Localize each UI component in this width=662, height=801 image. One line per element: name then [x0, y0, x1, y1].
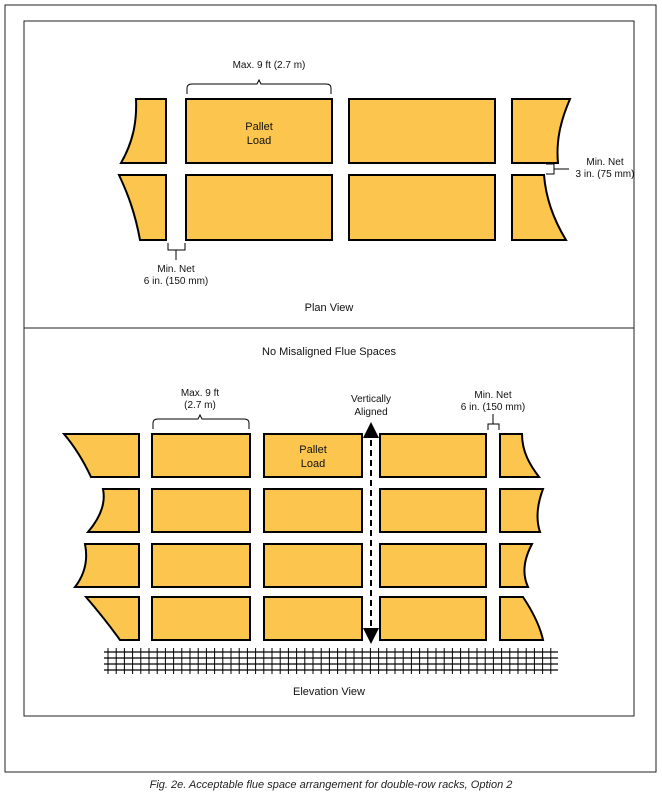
- elev-pallet-r2-c2: [264, 489, 362, 532]
- elev-span-line1: Max. 9 ft: [180, 388, 220, 399]
- elev-span-line2: (2.7 m): [184, 400, 216, 411]
- plan-partial-pallet-right-bottom: [512, 175, 566, 240]
- plan-flue-right-line2: 3 in. (75 mm): [575, 169, 635, 180]
- elev-flue-label: [453, 390, 533, 414]
- plan-flue-bottom-bracket: [168, 243, 185, 260]
- elev-partial-right-row1: [500, 434, 539, 477]
- elev-flue-bracket: [488, 414, 499, 430]
- plan-span-label: Max. 9 ft (2.7 m): [232, 60, 306, 71]
- elev-partial-right-row3: [500, 544, 532, 587]
- elev-pallet-r4-c1: [152, 597, 250, 640]
- plan-flue-bottom-line2: 6 in. (150 mm): [143, 276, 209, 287]
- plan-flue-bottom-line1: Min. Net: [157, 264, 195, 275]
- figure-caption: Fig. 2e. Acceptable flue space arrangement for double-row racks, Option 2: [149, 779, 513, 791]
- elev-aligned-line1: Vertically: [350, 394, 391, 405]
- elev-pallet-r2-c1: [152, 489, 250, 532]
- elev-pallet-label-line2: Load: [300, 458, 326, 470]
- plan-pallet-1-bottom: [186, 175, 332, 240]
- plan-partial-pallet-left-bottom: [119, 175, 166, 240]
- plan-span-brace: [187, 80, 331, 94]
- plan-flue-right-line1: Min. Net: [586, 157, 624, 168]
- elev-aligned-label: [331, 393, 411, 419]
- elev-pallet-r4-c3: [380, 597, 486, 640]
- elev-pallet-r3-c1: [152, 544, 250, 587]
- elev-flue-line2: 6 in. (150 mm): [460, 402, 526, 413]
- elev-pallet-r3-c3: [380, 544, 486, 587]
- elevation-view-title: Elevation View: [293, 686, 365, 698]
- elev-pallet-r1-c3: [380, 434, 486, 477]
- elev-partial-left-row4: [86, 597, 139, 640]
- elev-pallet-r4-c2: [264, 597, 362, 640]
- plan-view-title: Plan View: [304, 302, 354, 314]
- plan-partial-pallet-right-top: [512, 99, 570, 163]
- elev-partial-left-row1: [64, 434, 139, 477]
- elev-pallet-r2-c3: [380, 489, 486, 532]
- elev-partial-left-row2: [88, 489, 139, 532]
- elev-flue-line1: Min. Net: [474, 390, 512, 401]
- plan-pallet-label-line2: Load: [246, 135, 272, 147]
- plan-pallet-label-line1: Pallet: [245, 121, 273, 133]
- elev-pallet-label-line1: Pallet: [299, 444, 327, 456]
- elev-span-brace: [153, 415, 249, 429]
- plan-partial-pallet-left-top: [121, 99, 166, 163]
- elevation-heading: No Misaligned Flue Spaces: [262, 346, 396, 358]
- plan-view-pallets: [119, 99, 570, 240]
- elev-partial-right-row2: [500, 489, 543, 532]
- elev-pallet-label: [283, 443, 343, 471]
- plan-flue-right-label: [565, 157, 645, 181]
- elev-partial-left-row3: [75, 544, 139, 587]
- plan-pallet-2-top: [349, 99, 495, 163]
- plan-pallet-label: [229, 120, 289, 148]
- rack-base: [104, 652, 558, 670]
- plan-pallet-2-bottom: [349, 175, 495, 240]
- elev-pallet-r3-c2: [264, 544, 362, 587]
- elev-pallet-r1-c1: [152, 434, 250, 477]
- elev-span-label: [160, 388, 240, 412]
- plan-flue-bottom-label: [136, 264, 216, 288]
- elev-partial-right-row4: [500, 597, 543, 640]
- elev-aligned-line2: Aligned: [354, 407, 388, 418]
